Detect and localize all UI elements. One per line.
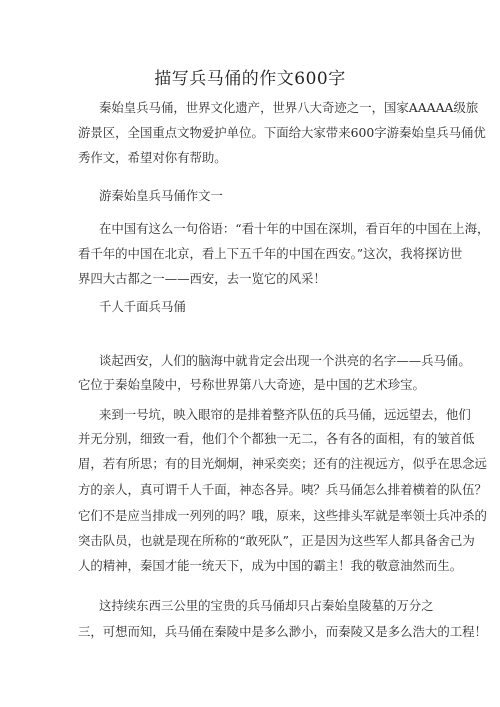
paragraph-3-line-5: 它们不是应当排成一列列的吗？哦，原来，这些排头军就是率领士兵冲杀的 bbox=[78, 508, 487, 523]
paragraph-4-line-2: 三，可想而知，兵马俑在秦陵中是多么渺小，而秦陵又是多么浩大的工程！ bbox=[78, 624, 487, 639]
paragraph-1-line-2: 看千年的中国在北京，看上下五千年的中国在西安。”这次，我将探访世 bbox=[78, 246, 463, 261]
intro-line-1: 秦始皇兵马俑，世界文化遗产，世界八大奇迹之一，国家AAAAA级旅 bbox=[99, 100, 479, 115]
paragraph-3-line-1: 来到一号坑，映入眼帘的是排着整齐队伍的兵马俑，远远望去，他们 bbox=[99, 407, 471, 422]
document-title: 描写兵马俑的作文600字 bbox=[154, 69, 346, 89]
paragraph-3-line-2: 并无分别，细致一看，他们个个都独一无二，各有各的面相，有的皱首低 bbox=[78, 431, 475, 446]
paragraph-3-line-7: 人的精神，秦国才能一统天下，成为中国的霸主！我的敬意油然而生。 bbox=[78, 558, 463, 573]
section-heading-essay-one: 游秦始皇兵马俑作文一 bbox=[99, 188, 223, 203]
intro-line-2: 游景区，全国重点文物爱护单位。下面给大家带来600字游秦始皇兵马俑优 bbox=[78, 125, 486, 140]
paragraph-1-line-3: 界四大古都之一——西安，去一览它的风采！ bbox=[78, 271, 326, 286]
paragraph-2-line-1: 谈起西安，人们的脑海中就肯定会出现一个洪亮的名字——兵马俑。 bbox=[99, 353, 471, 368]
paragraph-3-line-3: 眉，若有所思；有的目光炯炯，神采奕奕；还有的注视远方，似乎在思念远 bbox=[78, 456, 487, 471]
paragraph-1-line-1: 在中国有这么一句俗语：“看十年的中国在深圳，看百年的中国在上海， bbox=[99, 221, 490, 236]
paragraph-3-line-4: 方的亲人，真可谓千人千面，神态各异。咦？兵马俑怎么排着横着的队伍？ bbox=[78, 482, 487, 497]
subheading-terracotta: 千人千面兵马俑 bbox=[99, 299, 186, 314]
paragraph-4-line-1: 这持续东西三公里的宝贵的兵马俑却只占秦始皇陵墓的万分之 bbox=[99, 598, 434, 613]
intro-line-3: 秀作文，希望对你有帮助。 bbox=[78, 150, 227, 165]
paragraph-2-line-2: 它位于秦始皇陵中，号称世界第八大奇迹，是中国的艺术珍宝。 bbox=[78, 377, 425, 392]
paragraph-3-line-6: 突击队员，也就是现在所称的“敢死队”，正是因为这些军人都具备舍己为 bbox=[78, 533, 475, 548]
